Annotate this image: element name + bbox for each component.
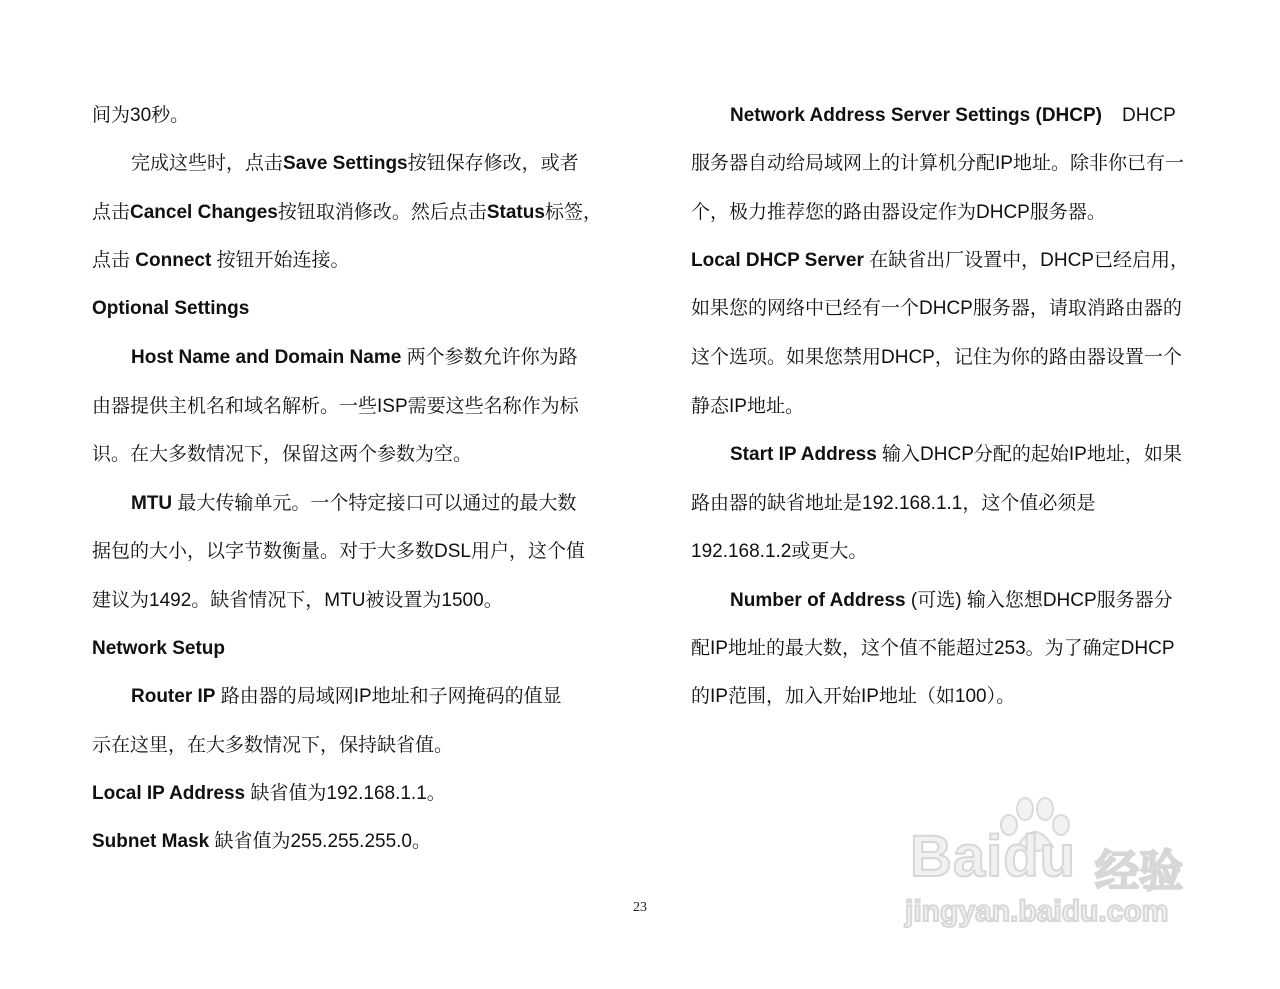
text: 路由器的局域网IP地址和子网掩码的值显 xyxy=(215,686,562,707)
local-dhcp-server-term: Local DHCP Server xyxy=(691,250,864,271)
text: 按钮取消修改。然后点击 xyxy=(277,202,487,223)
text: 按钮保存修改，或者 xyxy=(407,153,579,174)
left-line-15 xyxy=(92,782,446,806)
host-name-term: Host Name and Domain Name xyxy=(131,347,402,368)
local-ip-term: Local IP Address xyxy=(92,783,246,804)
left-line-11: 建议为1492。缺省情况下，MTU被设置为1500。 xyxy=(92,590,503,611)
heading-optional-settings xyxy=(92,297,249,321)
router-ip-term: Router IP xyxy=(131,686,216,707)
mtu-term: MTU xyxy=(131,493,173,514)
dhcp-settings-term: Network Address Server Settings (DHCP) xyxy=(730,105,1103,126)
left-line-10: 据包的大小，以字节数衡量。对于大多数DSL用户，这个值 xyxy=(92,541,585,562)
watermark-brand: Baidu xyxy=(910,824,1077,889)
left-line-3 xyxy=(92,201,602,225)
right-line-8 xyxy=(730,443,1182,467)
connect-term: Connect xyxy=(135,250,212,271)
heading-text: Network Setup xyxy=(92,638,226,659)
text: 按钮开始连接。 xyxy=(211,250,350,271)
heading-network-setup xyxy=(92,637,225,661)
left-line-9 xyxy=(131,492,576,516)
subnet-mask-term: Subnet Mask xyxy=(92,831,210,852)
page-number: 23 xyxy=(633,900,647,915)
text: (可选) 输入您想DHCP服务器分 xyxy=(905,590,1173,611)
text: 最大传输单元。一个特定接口可以通过的最大数 xyxy=(172,493,577,514)
right-line-3: 个，极力推荐您的路由器设定作为DHCP服务器。 xyxy=(691,202,1106,223)
right-line-9: 路由器的缺省地址是192.168.1.1，这个值必须是 xyxy=(691,493,1096,514)
left-line-2 xyxy=(131,152,579,176)
baidu-watermark xyxy=(905,795,1215,945)
text: 缺省值为255.255.255.0。 xyxy=(209,831,431,852)
watermark-cn: 经验 xyxy=(1095,847,1183,896)
heading-text: Optional Settings xyxy=(92,298,250,319)
watermark-url: jingyan.baidu.com xyxy=(905,895,1169,928)
right-line-12: 配IP地址的最大数，这个值不能超过253。为了确定DHCP xyxy=(691,638,1175,659)
right-line-10: 192.168.1.2或更大。 xyxy=(691,541,868,562)
right-line-4 xyxy=(691,249,1189,273)
text: 点击 xyxy=(92,202,131,223)
save-settings-term: Save Settings xyxy=(283,153,408,174)
left-line-1: 间为30秒。 xyxy=(92,105,190,126)
text: 输入DHCP分配的起始IP地址，如果 xyxy=(876,444,1182,465)
start-ip-term: Start IP Address xyxy=(730,444,877,465)
left-line-16 xyxy=(92,830,431,854)
text: 点击 xyxy=(92,250,136,271)
text: DHCP xyxy=(1122,105,1176,126)
right-line-5: 如果您的网络中已经有一个DHCP服务器，请取消路由器的 xyxy=(691,298,1182,319)
text: 两个参数允许你为路 xyxy=(401,347,578,368)
left-line-6 xyxy=(131,346,578,370)
left-line-7: 由器提供主机名和域名解析。一些ISP需要这些名称作为标 xyxy=(92,396,579,417)
left-line-14: 示在这里，在大多数情况下，保持缺省值。 xyxy=(92,735,454,756)
text: 完成这些时，点击 xyxy=(131,153,284,174)
right-line-11 xyxy=(730,589,1173,613)
right-line-7: 静态IP地址。 xyxy=(691,396,804,417)
status-term: Status xyxy=(486,202,545,223)
left-line-8: 识。在大多数情况下，保留这两个参数为空。 xyxy=(92,444,473,465)
left-line-4 xyxy=(92,249,350,273)
text: 在缺省出厂设置中，DHCP已经启用， xyxy=(863,250,1189,271)
left-line-13 xyxy=(131,685,562,709)
right-line-2: 服务器自动给局域网上的计算机分配IP地址。除非你已有一 xyxy=(691,153,1184,174)
text: 缺省值为192.168.1.1。 xyxy=(245,783,446,804)
right-line-6: 这个选项。如果您禁用DHCP，记住为你的路由器设置一个 xyxy=(691,347,1182,368)
text: 标签， xyxy=(544,202,602,223)
number-of-address-term: Number of Address xyxy=(730,590,906,611)
cancel-changes-term: Cancel Changes xyxy=(130,202,278,223)
right-line-13: 的IP范围，加入开始IP地址（如100）。 xyxy=(691,686,1016,707)
right-line-1 xyxy=(730,104,1176,128)
